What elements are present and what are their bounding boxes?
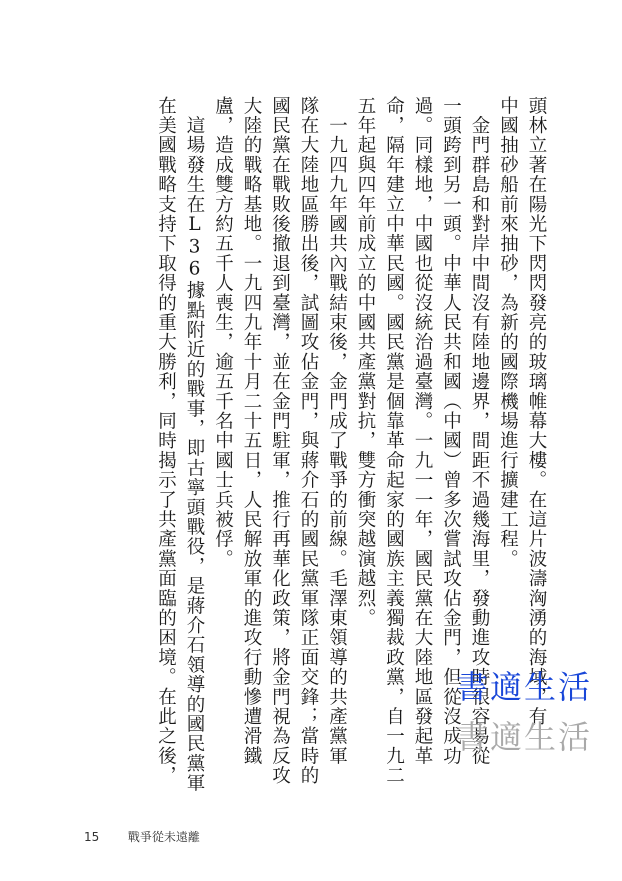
text-column-4: 一頭跨到另一頭。中華人民共和國（中國）曾多次嘗試攻佔金門，但從沒成功: [440, 96, 462, 766]
text-column-11: 大陸的戰略基地。一九四九年十月二十五日，人民解放軍的進攻行動慘遭滑鐵: [241, 96, 262, 766]
text-column-12: 盧，造成雙方約五千人喪生，逾五千名中國士兵被俘。: [212, 96, 234, 569]
body-text: [151, 96, 550, 793]
text-column-9: 隊在大陸地區勝出後，試圖攻佔金門，與蔣介石的國民黨軍隊正面交鋒；當時的: [298, 96, 319, 786]
text-column-13: 這場發生在L36據點附近的戰事，即古寧頭戰役，是蔣介石領導的國民黨軍: [184, 96, 205, 793]
text-column-6: 命，隔年建立中華民國。國民黨是個靠革命起家的國族主義獨裁政黨，自一九二: [383, 96, 405, 786]
text-column-5: 過。同樣地，中國也從沒統治過臺灣。一九一一年，國民黨在大陸地區發起革: [412, 96, 433, 766]
watermark-gray: 書適生活: [456, 718, 593, 756]
text-column-10: 國民黨在戰敗後撤退到臺灣，並在金門駐軍，推行再華化政策，將金門視為反攻: [269, 96, 291, 786]
text-column-8: 一九四九年國共內戰結束後，金門成了戰爭的前線。毛澤東領導的共產黨軍: [326, 96, 348, 766]
text-column-2: 中國抽砂船前來抽砂，為新的國際機場進行擴建工程。: [497, 96, 519, 569]
text-column-1: 頭林立著在陽光下閃閃發亮的玻璃帷幕大樓。在這片波濤洶湧的海域，有: [526, 96, 547, 727]
text-column-7: 五年起與四年前成立的中國共產黨對抗，雙方衝突越演越烈。: [355, 96, 376, 628]
page-number: 15: [84, 830, 100, 844]
text-column-3: 金門群島和對岸中間沒有陸地邊界，間距不過幾海里，發動進攻時很容易從: [469, 96, 490, 766]
text-column-14: 在美國戰略支持下取得的重大勝利，同時揭示了共產黨面臨的困境。在此之後，: [155, 96, 177, 786]
watermark-blue: 書適生活: [456, 668, 593, 706]
running-title: 戰爭從未遠離: [127, 830, 200, 844]
page-footer: [84, 828, 200, 845]
